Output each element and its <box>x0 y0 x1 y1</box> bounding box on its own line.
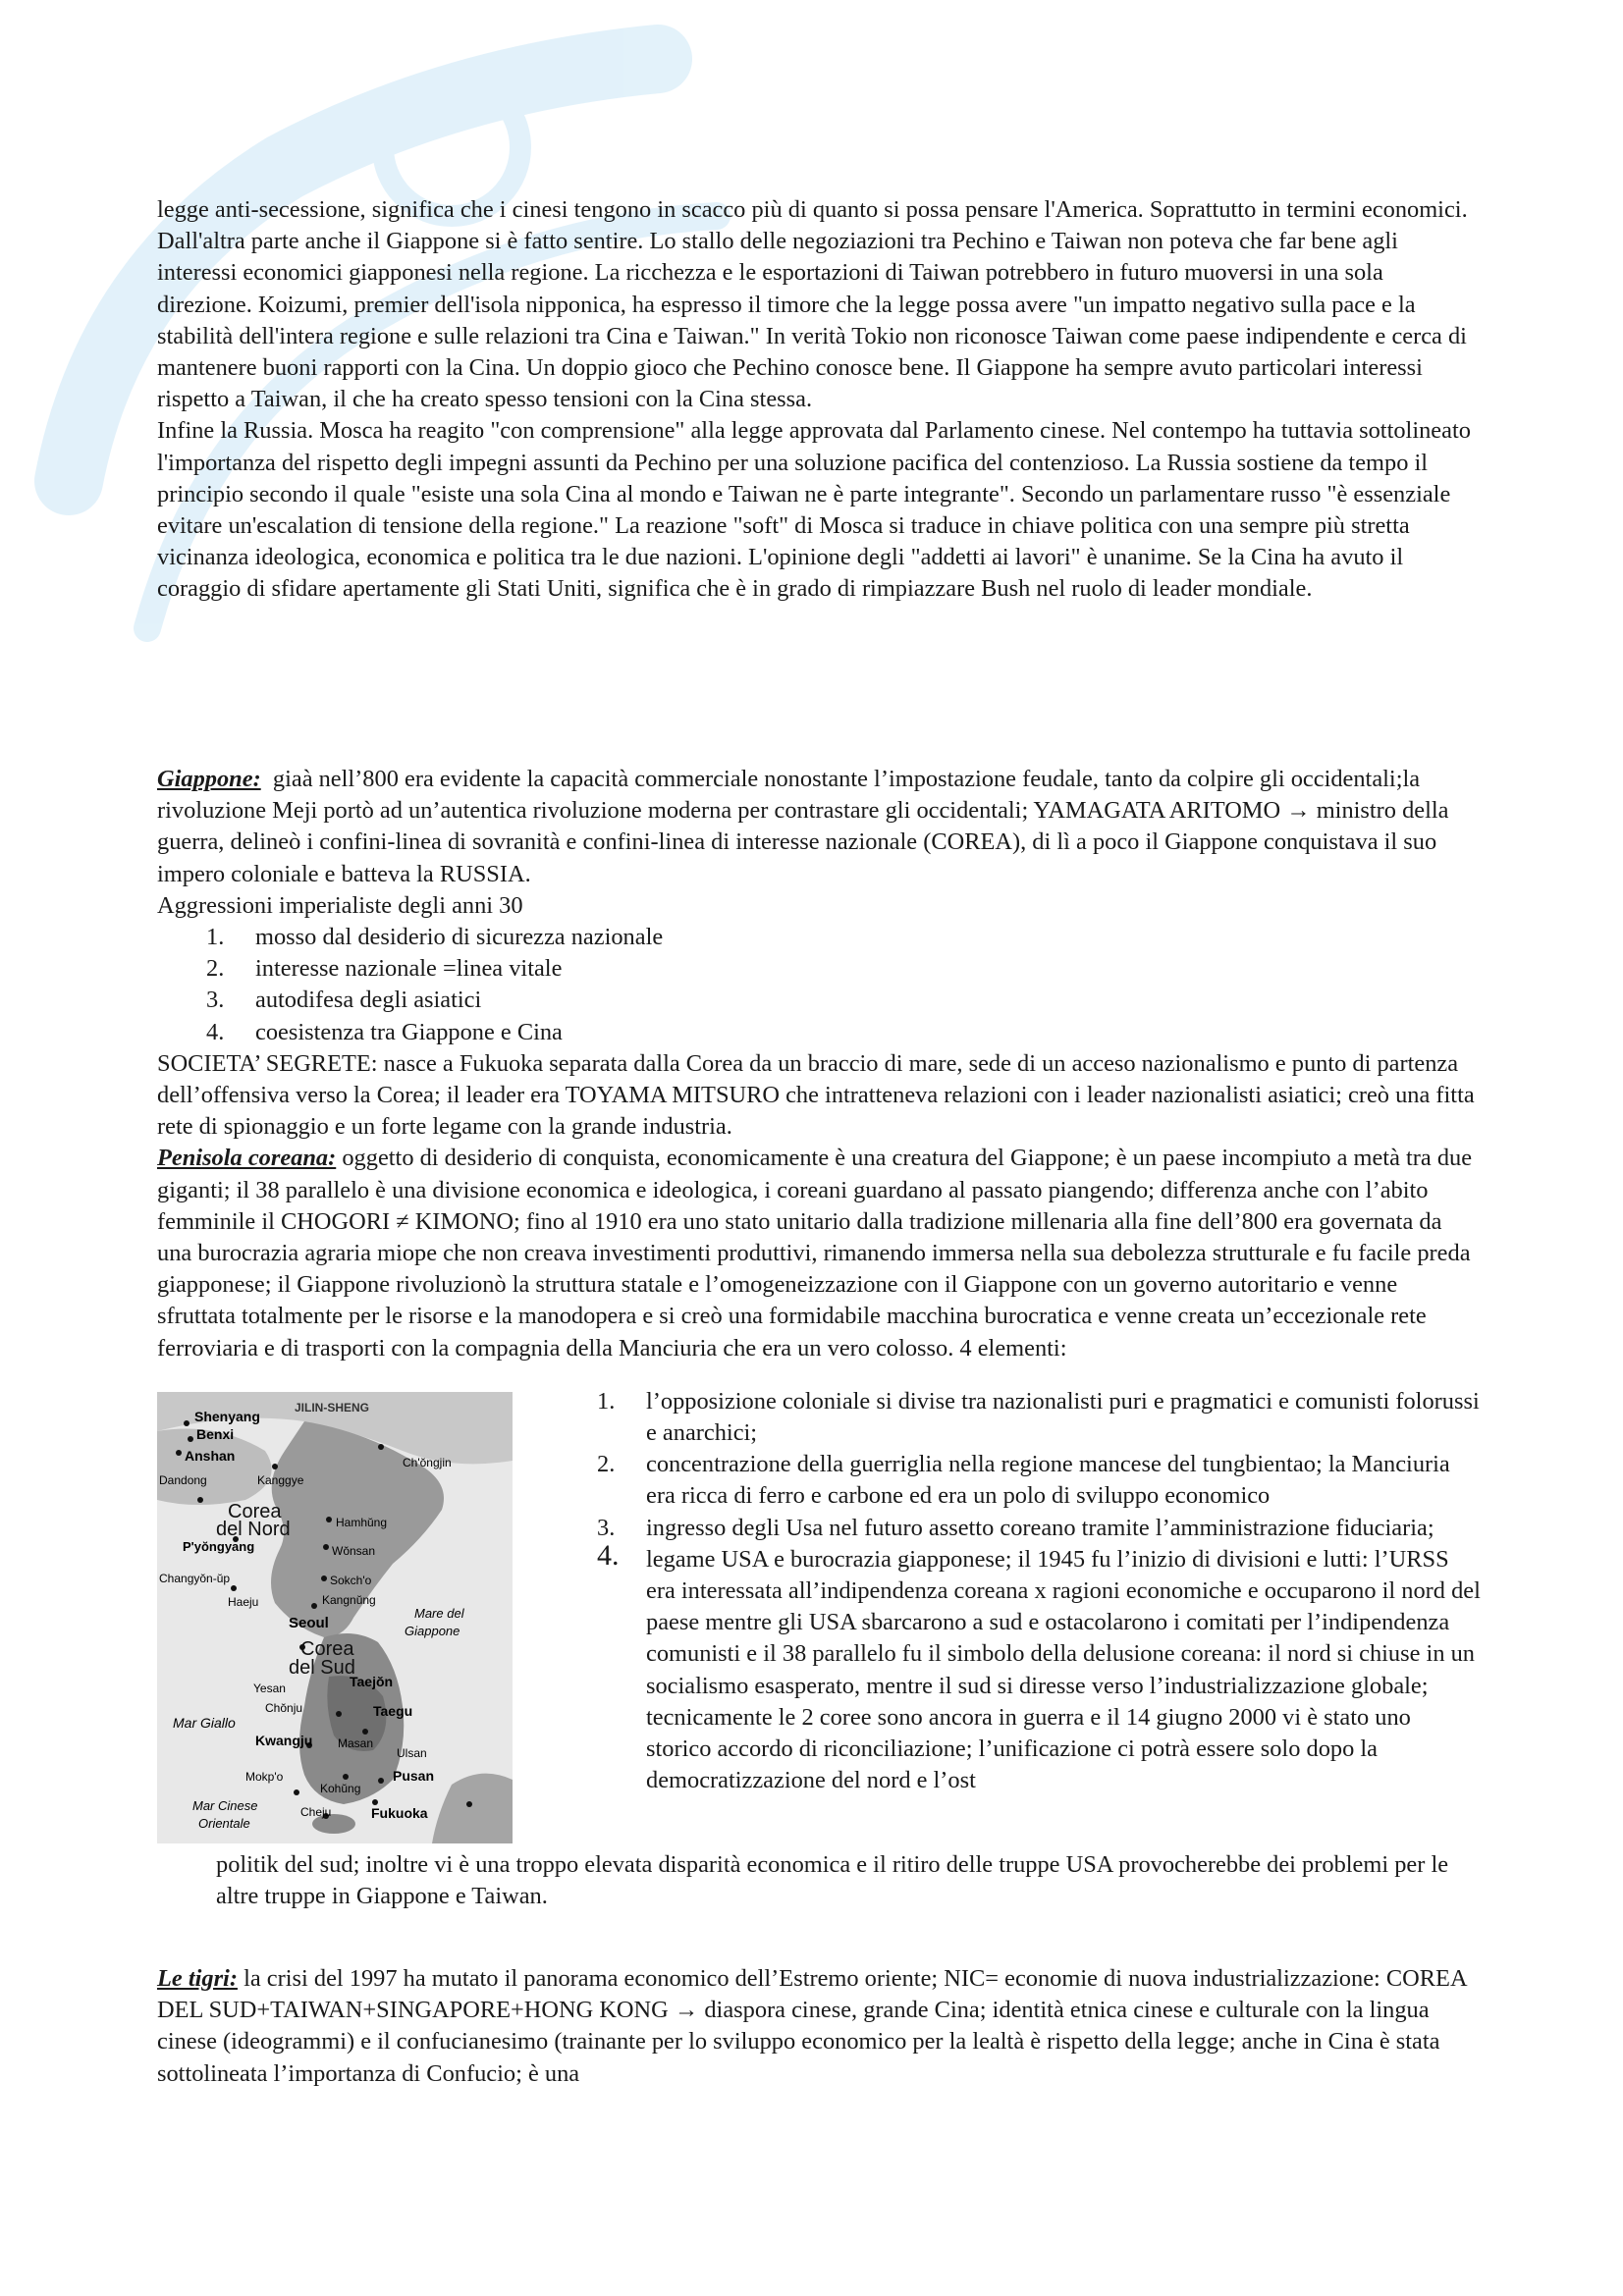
list-item: 1. mosso dal desiderio di sicurezza nazionale <box>206 924 664 951</box>
map-label: Hamhŭng <box>336 1515 388 1529</box>
map-label: Seoul <box>289 1614 329 1631</box>
map-label: Kohŭng <box>320 1781 361 1795</box>
list-item: 3. ingresso degli Usa nel futuro assetto coreano tramite l’amministrazione fiduciaria; <box>597 1514 1434 1541</box>
map-label: Taegu <box>373 1702 413 1719</box>
map-label: Taejŏn <box>350 1673 394 1689</box>
korea-map-block <box>157 1386 1481 1849</box>
map-label: Shenyang <box>194 1408 260 1424</box>
map-label: Benxi <box>196 1425 235 1442</box>
map-label: Anshan <box>185 1447 236 1464</box>
list-item: 2. interesse nazionale =linea vitale <box>206 955 563 983</box>
aggressioni-title: Aggressioni imperialiste degli anni 30 <box>157 891 523 919</box>
intro-paragraph-2: Dall'altra parte anche il Giappone si è fatto sentire. Lo stallo delle negoziazioni tra Pechino e Taiwan non poteva che far bene agli interessi economici giapponesi nella regione. La ricchezza e le esportazioni di Taiwan potrebbero in futuro muoversi in una sola direzione. Koizumi, premier dell'isola nipponica, ha espresso il timore che la legge possa avere "un impatto negativo sulla pace e la stabilità dell'intera regione e sulle relazioni tra Cina e Taiwan." In verità Tokio non riconosce Taiwan come paese indipendente e cerca di mantenere buoni rapporti con la Cina. Un doppio gioco che Pechino conosce bene. Il Giappone ha sempre avuto particolari interessi rispetto a Taiwan, il che ha creato spesso tensioni con la Cina stessa. <box>157 228 1467 413</box>
societa-segrete-paragraph: SOCIETA’ SEGRETE: nasce a Fukuoka separata dalla Corea da un braccio di mare, sede di un acceso nazionalismo e punto di partenza dell’offensiva verso la Corea; il leader era TOYAMA MITSURO che intratteneva relazioni con i leader nazionalisti asiatici; creò una fitta rete di spionaggio e un forte legame con la grande industria. <box>157 1049 1475 1141</box>
map-label: Orientale <box>198 1815 250 1831</box>
map-label: Sokch'o <box>330 1573 372 1587</box>
map-label: Masan <box>338 1735 374 1750</box>
giappone-heading: Giappone: <box>157 766 261 792</box>
map-label: Corea <box>300 1637 354 1660</box>
tigri-section <box>157 1963 1478 2090</box>
map-label: Corea <box>228 1500 282 1522</box>
giappone-text: giaà nell’800 era evidente la capacità commerciale nonostante l’impostazione feudale, tanto da colpire gli occidentali;la rivoluzione Meji portò ad un’autentica rivoluzione moderna per contrastare gli occidentali; YAMAGATA ARITOMO → ministro della guerra, delineò i confini-linea di sovranità e confini-linea di interesse nazionale (COREA), di lì a poco il Giappone conquistava il suo impero coloniale e batteva la RUSSIA. <box>157 766 1449 887</box>
map-label: del Nord <box>216 1518 291 1540</box>
map-label: Kwangju <box>255 1732 313 1748</box>
penisola-text: oggetto di desiderio di conquista, economicamente è una creatura del Giappone; è un paese incompiuto a metà tra due giganti; il 38 parallelo è una divisione economica e ideologica, i coreani guardano al passato piangendo; differenza anche con l’abito femminile il CHOGORI ≠ KIMONO; fino al 1910 era uno stato unitario dalla tradizione millenaria alla fine dell’800 era governata da una burocrazia agraria miope che non creava investimenti produttivi, rimanendo immersa nella sua debolezza strutturale e fu facile preda giapponese; il Giappone rivoluzionò la struttura statale e l’omogeneizzazione con il Giappone con un governo autoritario e venne sfruttata totalmente per le risorse e la manodopera e si creò una formidabile macchina burocratica e venne creata un’eccezionale rete ferroviaria e di trasporti con la compagnia della Manciuria che era un vero colosso. 4 elementi: <box>157 1145 1473 1362</box>
map-label: Ulsan <box>397 1745 427 1760</box>
tigri-heading: Le tigri: <box>157 1965 238 1992</box>
main-section <box>157 764 1481 1912</box>
list-item: 3. autodifesa degli asiatici <box>206 987 482 1014</box>
map-label: Mare del <box>414 1605 464 1621</box>
intro-paragraph-3: Infine la Russia. Mosca ha reagito "con comprensione" alla legge approvata dal Parlamento cinese. Nel contempo ha tuttavia sottolineato l'importanza del rispetto degli impegni assunti da Pechino per una soluzione pacifica del contenzioso. La Russia sostiene da tempo il principio secondo il quale "esiste una sola Cina al mondo e Taiwan ne è parte integrante". Secondo un parlamentare russo "è essenziale evitare un'escalation di tensione della regione." La reazione "soft" di Mosca si traduce in chiave politica con una sempre più stretta vicinanza ideologica, economica e politica tra le due nazioni. L'opinione degli "addetti ai lavori" è unanime. Se la Cina ha avuto il coraggio di sfidare apertamente gli Stati Uniti, significa che è in grado di rimpiazzare Bush nel ruolo di leader mondiale. <box>157 417 1471 603</box>
list-item: 4. coesistenza tra Giappone e Cina <box>206 1018 563 1045</box>
map-label: P'yŏngyang <box>183 1538 255 1554</box>
map-label: Dandong <box>159 1472 207 1487</box>
map-label: Changyŏn-ŭp <box>159 1571 231 1585</box>
map-label: Wŏnsan <box>332 1543 376 1558</box>
map-label: Fukuoka <box>371 1804 428 1821</box>
map-label: Kangnŭng <box>322 1592 376 1607</box>
list-item: 2. concentrazione della guerriglia nella regione mancese del tungbientao; la Manciuria era ricca di ferro e carbone ed era un polo di sviluppo economico <box>597 1451 1450 1510</box>
list-item: 1. l’opposizione coloniale si divise tra nazionalisti puri e pragmatici e comunisti folorussi e anarchici; <box>597 1387 1480 1447</box>
map-label: Mokp'o <box>245 1769 284 1784</box>
intro-paragraph-1: legge anti-secessione, significa che i cinesi tengono in scacco più di quanto si possa pensare l'America. Soprattutto in termini economici. <box>157 196 1468 223</box>
list-item: 4. legame USA e burocrazia giapponese; il 1945 fu l’inizio di divisioni e lutti: l’URSS era interessata all’indipendenza coreana x ragioni economiche e occuparono il nord del paese mentre gli USA sbarcarono a sud e ostacolarono i comitati per l’indipendenza comunisti e il 38 parallelo fu il simbolo della delusione coreana: il nord si chiuse in un socialismo esasperato, mentre il sud si diresse verso l’industrializzazione globale; tecnicamente le 2 coree sono ancora in guerra e il 14 giugno 2000 vi è stato uno storico accordo di riconciliazione; l’unificazione ci potrà essere solo dopo la democratizzazione del nord e l’ost <box>597 1538 1481 1794</box>
map-label: Haeju <box>228 1594 259 1609</box>
penisola-paragraph <box>157 1143 1478 1363</box>
map-label: Chŏnju <box>265 1700 303 1715</box>
elemento-4-continuation: politik del sud; inoltre vi è una troppo elevata disparità economica e il ritiro delle truppe USA provocherebbe dei problemi per le altre truppe in Giappone e Taiwan. <box>216 1850 1449 1910</box>
intro-section <box>157 194 1473 606</box>
map-label: Yesan <box>253 1681 286 1695</box>
map-label: Cheju <box>300 1804 332 1819</box>
korea-map <box>157 1392 513 1843</box>
map-label: Pusan <box>393 1767 435 1784</box>
map-label: Mar Giallo <box>173 1714 236 1731</box>
map-label: del Sud <box>289 1656 355 1679</box>
map-label: Kanggye <box>257 1472 304 1487</box>
giappone-paragraph <box>157 764 1478 890</box>
map-label: Ch'ŏngjin <box>403 1455 452 1469</box>
aggressioni-list <box>157 922 1478 1048</box>
quattro-elementi-list <box>548 1386 1481 1797</box>
penisola-heading: Penisola coreana: <box>157 1145 337 1172</box>
map-label: Mar Cinese <box>192 1797 258 1813</box>
map-label: JILIN-SHENG <box>295 1400 370 1415</box>
map-label: Giappone <box>405 1623 460 1638</box>
tigri-text: la crisi del 1997 ha mutato il panorama economico dell’Estremo oriente; NIC= economie di nuova industrializzazione: COREA DEL SUD+TAIWAN+SINGAPORE+HONG KONG → diaspora cinese, grande Cina; identità etnica cinese e culturale con la lingua cinese (ideogrammi) e il confucianesimo (trainante per lo sviluppo economico per la lealtà è rispetto della legge; anche in Cina è stata sottolineata l’importanza di Confucio; è una <box>157 1965 1467 2087</box>
